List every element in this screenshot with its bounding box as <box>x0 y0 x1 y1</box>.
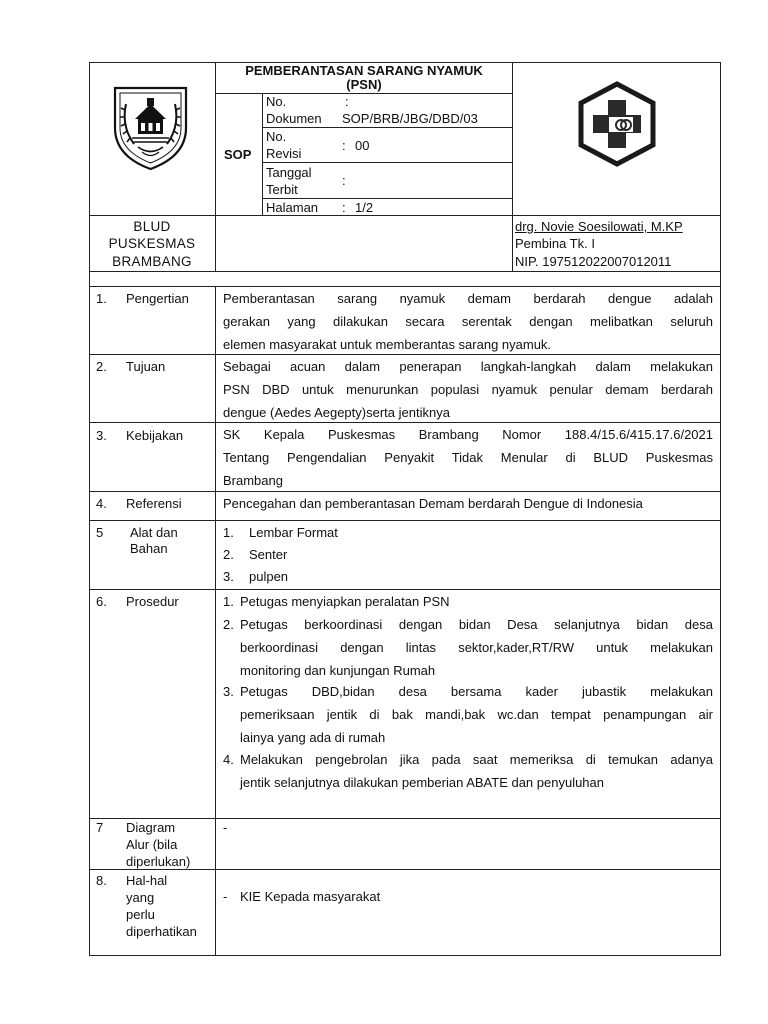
field-label: Revisi <box>266 146 302 161</box>
list-bullet: - <box>223 889 228 904</box>
field-label: No. <box>266 129 287 144</box>
step-line: pemeriksaan jentik di bak mandi,bak wc.dan tempat penampungan air <box>240 707 713 722</box>
section-number: 4. <box>96 496 107 511</box>
step-number: 4. <box>223 752 234 767</box>
step-number: 1. <box>223 594 234 609</box>
section-title: perlu <box>126 907 155 922</box>
list-item: Lembar Format <box>249 525 338 540</box>
step-line: monitoring dan kunjungan Rumah <box>240 663 436 678</box>
body-line: elemen masyarakat untuk memberantas sarang nyamuk. <box>223 337 552 352</box>
step-body <box>240 613 713 682</box>
body-line: dengue (Aedes Aegepty)serta jentiknya <box>223 405 450 420</box>
field-separator: : <box>342 138 346 153</box>
section-number: 8. <box>96 873 107 888</box>
body-line: Brambang <box>223 473 283 488</box>
org-name-line2: PUSKESMAS <box>108 236 196 251</box>
body-line: Pencegahan dan pemberantasan Demam berdarah Dengue di Indonesia <box>223 496 643 511</box>
section-body <box>223 492 713 515</box>
body-line: PSN DBD untuk menurunkan populasi nyamuk penular demam berdarah <box>223 382 713 397</box>
step-number: 2. <box>223 617 234 632</box>
field-separator: : <box>345 94 349 109</box>
step-line: berkoordinasi dengan lintas sektor,kader,RT/RW untuk melakukan <box>240 640 713 655</box>
step-body <box>240 680 713 749</box>
body-line: Sebagai acuan dalam penerapan langkah-langkah dalam melakukan <box>223 359 713 374</box>
section-title: yang <box>126 890 155 905</box>
step-line: jentik selanjutnya dilakukan pemberian ABATE dan penyuluhan <box>240 775 604 790</box>
list-item: Senter <box>249 547 288 562</box>
step-line: lainya yang ada di rumah <box>240 730 386 745</box>
section-number: 7 <box>96 820 104 835</box>
step-line: Melakukan pengebrolan jika pada saat memeriksa di temukan adanya <box>240 752 713 767</box>
section-title: Hal-hal <box>126 873 168 888</box>
field-label: Tanggal <box>266 165 312 180</box>
section-number: 6. <box>96 594 107 609</box>
section-title: Kebijakan <box>126 428 184 443</box>
step-body <box>240 748 713 794</box>
field-label: Halaman <box>266 200 319 215</box>
field-label: Terbit <box>266 182 298 197</box>
section-number: 3. <box>96 428 107 443</box>
list-item-number: 1. <box>223 525 234 540</box>
section-body <box>223 287 713 356</box>
signer-nip: NIP. 197512022007012011 <box>515 254 672 269</box>
field-value: SOP/BRB/JBG/DBD/03 <box>342 111 478 126</box>
body-line: Tentang Pengendalian Penyakit Tidak Menular di BLUD Puskesmas <box>223 450 713 465</box>
step-number: 3. <box>223 684 234 699</box>
body-line: Pemberantasan sarang nyamuk demam berdarah dengue adalah <box>223 291 713 306</box>
field-label: Dokumen <box>266 111 322 126</box>
section-body: - <box>223 820 228 835</box>
section-title: Alat dan <box>130 525 178 540</box>
list-item: pulpen <box>249 569 289 584</box>
section-title: diperhatikan <box>126 924 197 939</box>
document-title-line2: (PSN) <box>346 77 382 92</box>
section-title: Tujuan <box>126 359 166 374</box>
step-line: Petugas berkoordinasi dengan bidan Desa selanjutnya bidan desa <box>240 617 713 632</box>
body-line: SK Kepala Puskesmas Brambang Nomor 188.4/15.6/415.17.6/2021 <box>223 427 713 442</box>
section-title: Bahan <box>130 541 168 556</box>
org-name-line3: BRAMBANG <box>112 254 192 269</box>
list-item-number: 2. <box>223 547 234 562</box>
field-value: 1/2 <box>355 200 374 215</box>
document-title-line1: PEMBERANTASAN SARANG NYAMUK <box>245 63 483 78</box>
section-title: Alur (bila <box>126 837 178 852</box>
section-number: 2. <box>96 359 107 374</box>
field-separator: : <box>342 200 346 215</box>
field-label: No. <box>266 94 287 109</box>
section-body <box>223 423 713 492</box>
section-body: KIE Kepada masyarakat <box>240 889 381 904</box>
step-line: Petugas DBD,bidan desa bersama kader jubastik melakukan <box>240 684 713 699</box>
org-name-line1: BLUD <box>133 219 171 234</box>
health-cross-logo-icon <box>573 80 661 168</box>
body-line: gerakan yang dilakukan secara serentak dengan melibatkan seluruh <box>223 314 713 329</box>
section-body <box>223 355 713 424</box>
list-item-number: 3. <box>223 569 234 584</box>
field-separator: : <box>342 173 346 188</box>
section-title: Pengertian <box>126 291 189 306</box>
section-title: diperlukan) <box>126 854 191 869</box>
section-title: Diagram <box>126 820 176 835</box>
signer-name: drg. Novie Soesilowati, M.KP <box>515 219 683 234</box>
step-body <box>240 590 713 613</box>
section-number: 1. <box>96 291 107 306</box>
signer-rank: Pembina Tk. I <box>515 236 595 251</box>
regional-emblem-icon <box>112 84 189 171</box>
sop-label: SOP <box>224 147 252 162</box>
section-title: Prosedur <box>126 594 179 609</box>
section-title: Referensi <box>126 496 182 511</box>
step-line: Petugas menyiapkan peralatan PSN <box>240 594 450 609</box>
field-value: 00 <box>355 138 370 153</box>
section-number: 5 <box>96 525 104 540</box>
